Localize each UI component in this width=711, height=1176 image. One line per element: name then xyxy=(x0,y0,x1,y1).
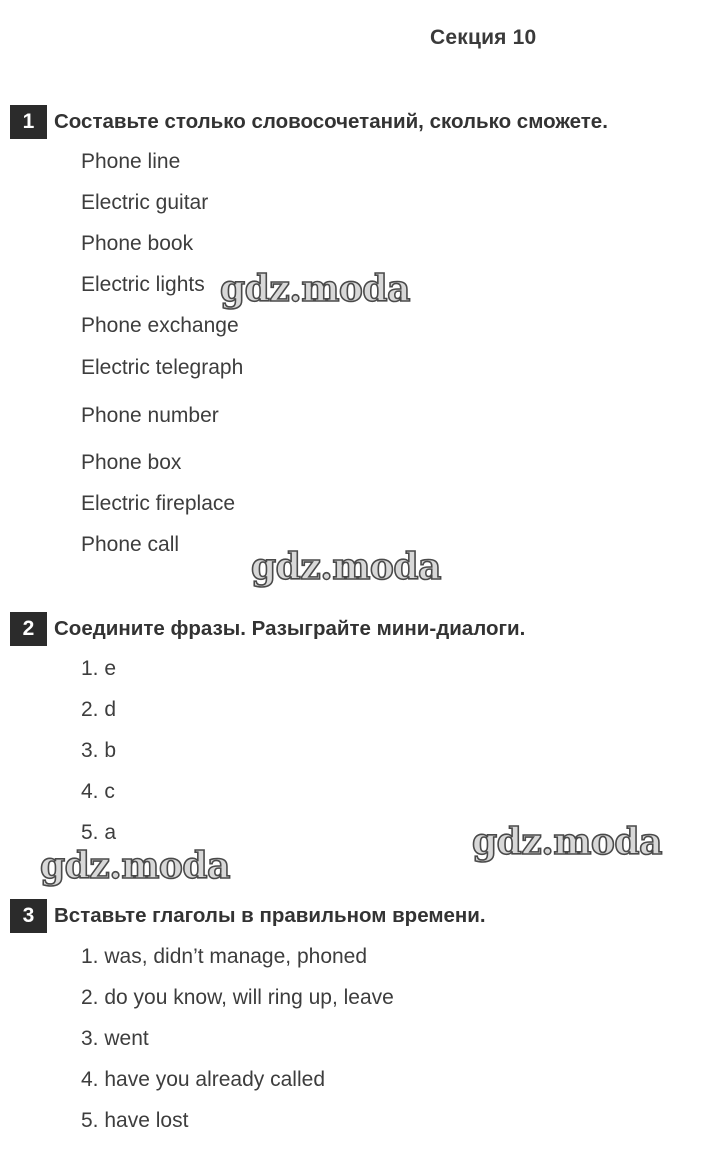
list-item: Phone line xyxy=(81,150,181,173)
list-item: Electric telegraph xyxy=(81,356,244,379)
list-item: 5. a xyxy=(81,821,117,844)
section-title: Соедините фразы. Разыграйте мини-диалоги. xyxy=(54,617,526,640)
list-item: Phone book xyxy=(81,232,194,255)
list-item: 3. b xyxy=(81,739,117,762)
list-item: Phone number xyxy=(81,404,219,427)
list-item: Electric guitar xyxy=(81,191,209,214)
list-item: 2. do you know, will ring up, leave xyxy=(81,986,394,1009)
list-item: 1. was, didn’t manage, phoned xyxy=(81,945,368,968)
list-item: 5. have lost xyxy=(81,1109,189,1132)
section-title: Составьте столько словосочетаний, сколько сможете. xyxy=(54,110,608,133)
section-number-badge: 2 xyxy=(10,612,47,646)
section-number-badge: 1 xyxy=(10,105,47,139)
list-item: 4. have you already called xyxy=(81,1068,325,1091)
watermark-logo: gdz.moda xyxy=(220,268,410,310)
section-title: Вставьте глаголы в правильном времени. xyxy=(54,904,486,927)
list-item: 3. went xyxy=(81,1027,149,1050)
list-item: 1. e xyxy=(81,657,117,680)
page-title: Секция 10 xyxy=(430,26,537,49)
list-item: Electric lights xyxy=(81,273,205,296)
watermark-logo: gdz.moda xyxy=(251,546,441,588)
section-3-header xyxy=(10,899,486,933)
list-item: 4. c xyxy=(81,780,115,803)
list-item: Phone exchange xyxy=(81,314,239,337)
section-1-header xyxy=(10,105,608,139)
section-number-badge: 3 xyxy=(10,899,47,933)
section-2-header xyxy=(10,612,525,646)
watermark-logo: gdz.moda xyxy=(40,845,230,887)
list-item: 2. d xyxy=(81,698,117,721)
list-item: Phone box xyxy=(81,451,182,474)
list-item: Phone call xyxy=(81,533,180,556)
list-item: Electric fireplace xyxy=(81,492,236,515)
watermark-logo: gdz.moda xyxy=(472,821,662,863)
